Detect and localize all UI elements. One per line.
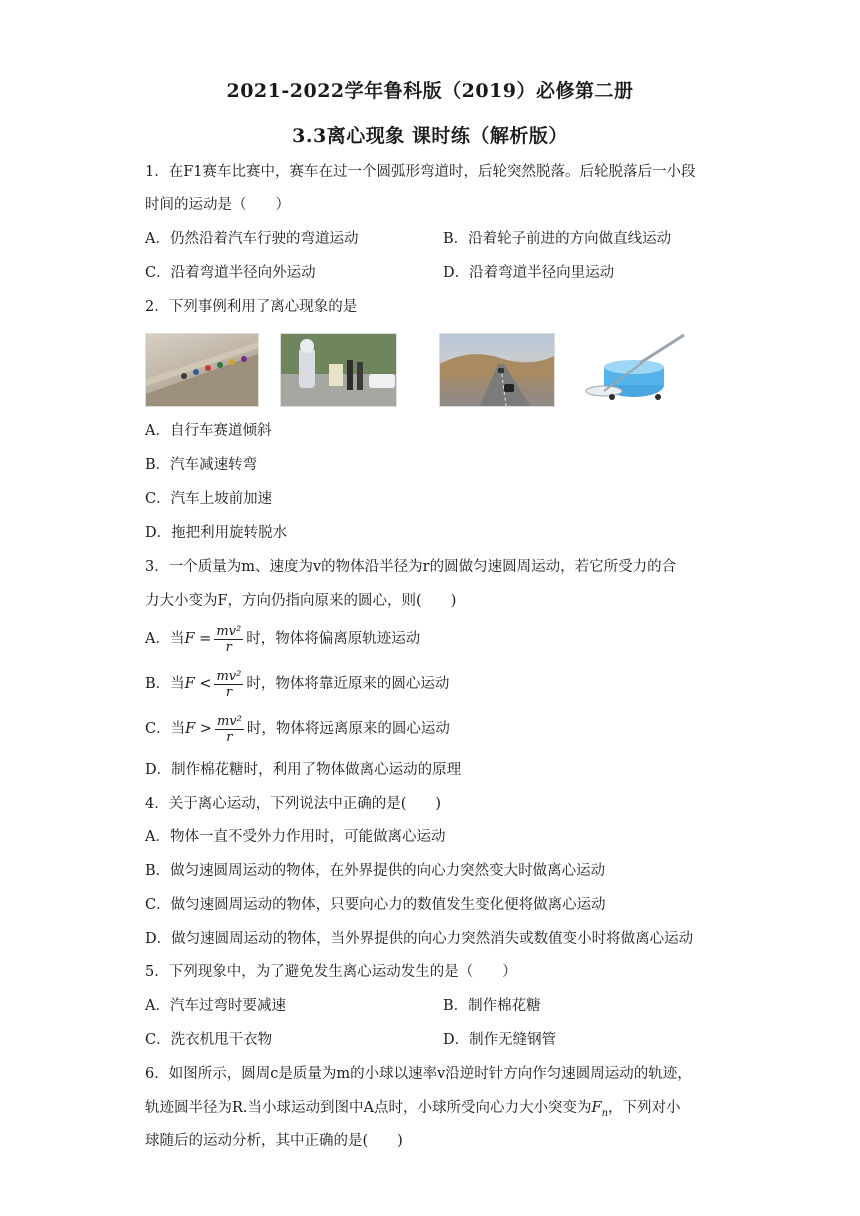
q3-option-a-fraction [214, 624, 243, 655]
q2-stem: 2．下列事例利用了离心现象的是 [145, 299, 358, 315]
q2-option-c: C．汽车上坡前加速 [145, 491, 273, 507]
q1-option-d: D．沿着弯道半径向里运动 [443, 265, 615, 281]
q5-option-a: A．汽车过弯时要减速 [145, 998, 286, 1014]
q3-option-a-text: 时，物体将偏离原轨迹运动 [246, 631, 421, 647]
force-symbol: F [591, 1100, 602, 1116]
fraction-denominator: r [225, 639, 232, 655]
q3-option-b-text: 时，物体将靠近原来的圆心运动 [246, 676, 450, 692]
q4-option-b: B．做匀速圆周运动的物体，在外界提供的向心力突然变大时做离心运动 [145, 863, 606, 879]
cycling-track-photo [145, 333, 259, 407]
q4-stem: 4．关于离心运动，下列说法中正确的是( ) [145, 796, 442, 812]
document-title: 2021-2022学年鲁科版（2019）必修第二册 [226, 80, 634, 102]
fraction-numerator: mv² [216, 668, 242, 684]
q1-stem-line2: 时间的运动是（ ） [145, 197, 290, 213]
fraction-denominator: r [225, 684, 233, 700]
q5-stem: 5．下列现象中，为了避免发生离心运动发生的是（ ） [145, 964, 517, 980]
q4-option-c: C．做匀速圆周运动的物体，只要向心力的数值发生变化便将做离心运动 [145, 897, 606, 913]
q1-option-c: C．沿着弯道半径向外运动 [145, 265, 316, 281]
force-subscript: n [601, 1107, 609, 1119]
spin-mop-photo [582, 333, 688, 405]
q6-stem-line2 [145, 1098, 681, 1124]
q3-option-c-prefix: C．当 [145, 721, 186, 737]
q3-option-a-prefix: A．当 [145, 631, 185, 647]
q3-stem-line2: 力大小变为F，方向仍指向原来的圆心，则( ) [145, 593, 457, 609]
q3-option-b-prefix: B．当 [145, 676, 185, 692]
q3-option-a [145, 622, 420, 656]
q6-stem-line1: 6．如图所示，圆周c是质量为m的小球以速率v沿逆时针方向作匀速圆周运动的轨迹， [145, 1066, 692, 1082]
fraction-numerator: mv² [216, 623, 242, 639]
q1-stem-line1: 1．在F1赛车比赛中，赛车在过一个圆弧形弯道时，后轮突然脱落。后轮脱落后一小段 [145, 164, 696, 180]
q3-stem-line1: 3．一个质量为m、速度为v的物体沿半径为r的圆做匀速圆周运动，若它所受力的合 [145, 559, 677, 575]
q2-option-d: D．拖把利用旋转脱水 [145, 525, 288, 541]
q6-stem-line2-tail: ，下列对小 [608, 1100, 681, 1116]
q4-option-d: D．做匀速圆周运动的物体，当外界提供的向心力突然消失或数值变小时将做离心运动 [145, 931, 694, 947]
traffic-police-photo [280, 333, 397, 407]
q3-option-a-relation: F = [184, 631, 212, 647]
document-subtitle: 3.3离心现象 课时练（解析版） [292, 125, 568, 147]
q3-option-b-relation: F < [184, 676, 212, 692]
q4-option-a: A．物体一直不受外力作用时，可能做离心运动 [145, 829, 446, 845]
q6-stem-line3: 球随后的运动分析，其中正确的是( ) [145, 1133, 403, 1149]
q3-option-c-fraction [215, 714, 244, 745]
fraction-denominator: r [226, 729, 233, 745]
q3-option-c-relation: F > [185, 721, 212, 737]
q3-option-b [145, 667, 449, 701]
q3-option-c-text: 时，物体将远离原来的圆心运动 [246, 721, 450, 737]
q2-option-a: A．自行车赛道倾斜 [145, 423, 272, 439]
q3-option-c [145, 712, 450, 746]
q3-option-b-fraction [214, 669, 243, 700]
q2-option-b: B．汽车减速转弯 [145, 457, 258, 473]
q1-option-a: A．仍然沿着汽车行驶的弯道运动 [145, 231, 359, 247]
q5-option-b: B．制作棉花糖 [443, 998, 541, 1014]
q6-stem-line2-text: 轨迹圆半径为R.当小球运动到图中A点时，小球所受向心力大小突变为 [145, 1100, 592, 1116]
q5-option-d: D．制作无缝钢管 [443, 1032, 557, 1048]
uphill-road-photo [439, 333, 555, 407]
fraction-numerator: mv² [216, 713, 242, 729]
q3-option-d: D．制作棉花糖时，利用了物体做离心运动的原理 [145, 762, 462, 778]
q5-option-c: C．洗衣机甩干衣物 [145, 1032, 273, 1048]
q1-option-b: B．沿着轮子前进的方向做直线运动 [443, 231, 672, 247]
